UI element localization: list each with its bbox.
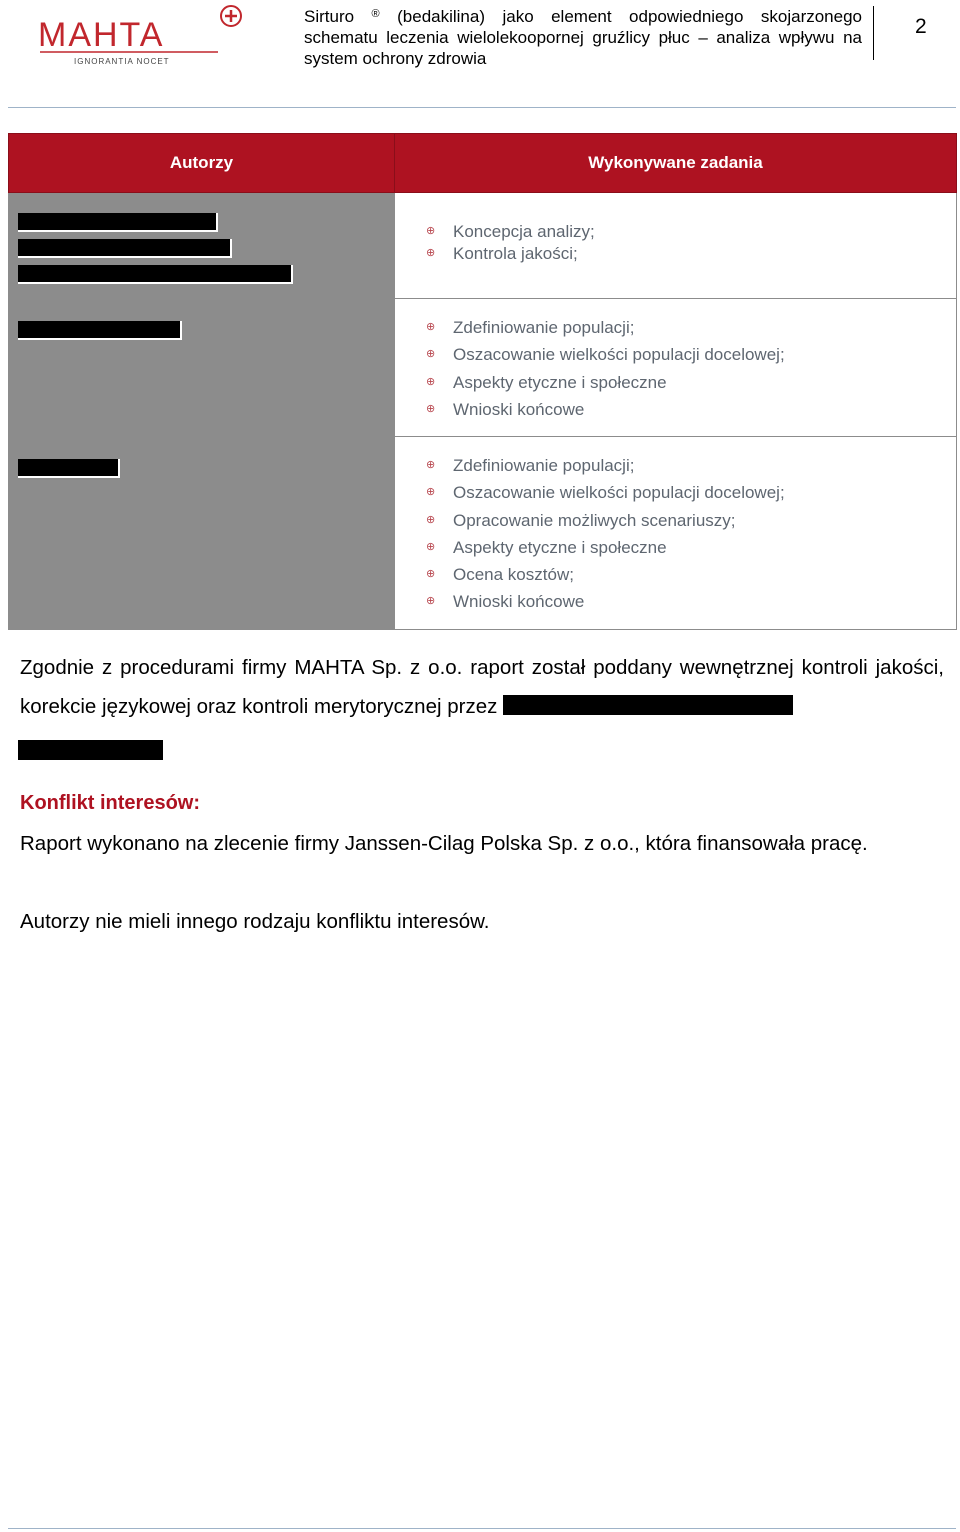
table-row bbox=[9, 193, 957, 299]
list-item: ⊕ Aspekty etyczne i społeczne bbox=[395, 369, 956, 396]
author-cell bbox=[9, 299, 395, 437]
bullet-icon: ⊕ bbox=[426, 595, 436, 608]
bullet-icon: ⊕ bbox=[426, 225, 436, 237]
redacted-author-name bbox=[18, 265, 293, 284]
document-title: Sirturo ® (bedakilina) jako element odpowiedniego skojarzonego schematu leczenia wielolekoopornej gruźlicy płuc – analiza wpływu na system ochrony zdrowia bbox=[304, 7, 862, 68]
table-row bbox=[9, 437, 957, 630]
mahta-logo bbox=[38, 4, 246, 68]
authors-table bbox=[8, 133, 957, 630]
conflict-of-interest-paragraph: Raport wykonano na zlecenie firmy Janssen-Cilag Polska Sp. z o.o., która finansowała pracę. bbox=[20, 832, 868, 855]
redacted-reviewer-name bbox=[18, 740, 163, 760]
column-header-authors: Autorzy bbox=[9, 134, 395, 193]
redacted-author-name bbox=[18, 321, 182, 340]
list-item: ⊕ Wnioski końcowe bbox=[395, 588, 956, 615]
list-item: ⊕ Wnioski końcowe bbox=[395, 396, 956, 423]
redacted-author-name bbox=[18, 239, 232, 258]
list-item: ⊕ Koncepcja analizy; bbox=[426, 222, 595, 241]
header-divider bbox=[873, 6, 874, 60]
redacted-reviewer-name bbox=[503, 695, 793, 715]
bullet-icon: ⊕ bbox=[426, 321, 436, 333]
page-number: 2 bbox=[915, 15, 927, 38]
list-item: ⊕ Oszacowanie wielkości populacji docelowej; bbox=[395, 341, 956, 368]
table-row bbox=[9, 299, 957, 437]
bullet-icon: ⊕ bbox=[426, 513, 436, 526]
bullet-icon: ⊕ bbox=[426, 568, 436, 581]
list-item: ⊕ Zdefiniowanie populacji; bbox=[395, 314, 956, 341]
task-list bbox=[395, 314, 956, 423]
list-item: ⊕ Oszacowanie wielkości populacji docelowej; bbox=[395, 479, 956, 506]
no-conflict-statement: Autorzy nie mieli innego rodzaju konfliktu interesów. bbox=[20, 910, 490, 933]
header-rule bbox=[8, 107, 956, 108]
bullet-icon: ⊕ bbox=[426, 375, 436, 388]
redacted-author-name bbox=[18, 459, 120, 478]
conflict-of-interest-heading: Konflikt interesów: bbox=[20, 792, 201, 814]
redacted-author-name bbox=[18, 213, 218, 232]
list-item: ⊕ Zdefiniowanie populacji; bbox=[395, 452, 956, 479]
bullet-icon: ⊕ bbox=[426, 459, 436, 471]
author-cell bbox=[9, 193, 395, 299]
list-item: ⊕ Kontrola jakości; bbox=[426, 243, 578, 263]
bullet-icon: ⊕ bbox=[426, 486, 436, 499]
page-header bbox=[0, 0, 960, 110]
list-item: ⊕ Aspekty etyczne i społeczne bbox=[395, 534, 956, 561]
task-list bbox=[395, 452, 956, 616]
svg-text:MAHTA: MAHTA bbox=[38, 16, 165, 54]
list-item: ⊕ Ocena kosztów; bbox=[395, 561, 956, 588]
quality-control-paragraph: Zgodnie z procedurami firmy MAHTA Sp. z o.o. raport został poddany wewnętrznej kontroli jakości, korekcie językowej oraz kontroli merytorycznej przez bbox=[20, 656, 944, 718]
svg-text:IGNORANTIA NOCET: IGNORANTIA NOCET bbox=[74, 57, 170, 66]
tasks-cell bbox=[395, 299, 957, 437]
author-cell bbox=[9, 437, 395, 630]
footer-rule bbox=[8, 1528, 956, 1529]
column-header-tasks: Wykonywane zadania bbox=[395, 134, 957, 193]
bullet-icon: ⊕ bbox=[426, 246, 436, 259]
task-list bbox=[395, 221, 956, 264]
list-item: ⊕ Opracowanie możliwych scenariuszy; bbox=[395, 507, 956, 534]
tasks-cell bbox=[395, 193, 957, 299]
bullet-icon: ⊕ bbox=[426, 402, 436, 415]
tasks-cell bbox=[395, 437, 957, 630]
bullet-icon: ⊕ bbox=[426, 348, 436, 361]
bullet-icon: ⊕ bbox=[426, 540, 436, 553]
